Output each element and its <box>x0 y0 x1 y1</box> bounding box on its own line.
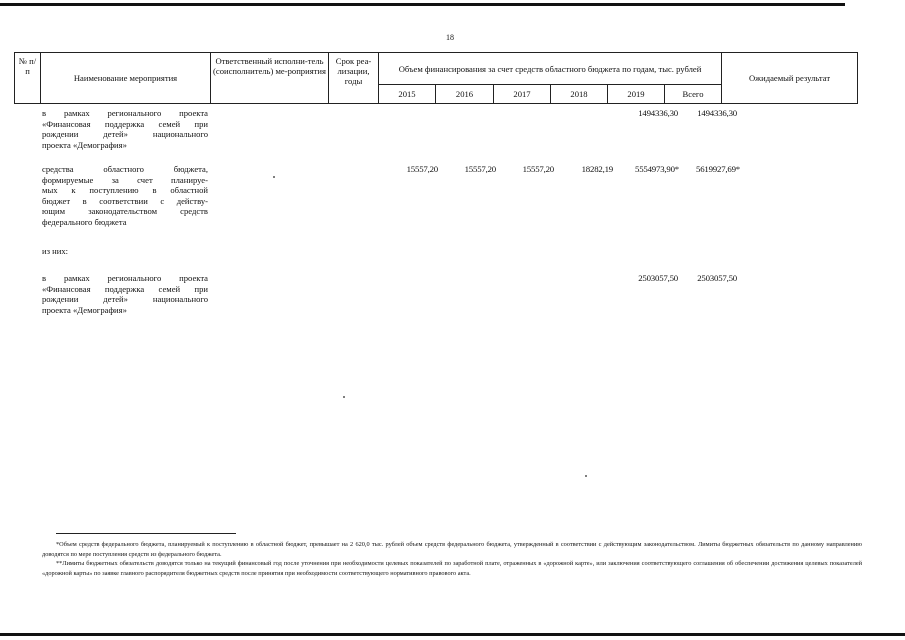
row1-value-2019: 1494336,30 <box>638 108 678 118</box>
row-text-line: проекта «Демография» <box>42 139 127 150</box>
header-year-2018: 2018 <box>551 85 608 104</box>
header-total: Всего <box>665 85 722 104</box>
footnote-separator <box>56 533 236 534</box>
header-year-2017: 2017 <box>494 85 551 104</box>
row4-value-total: 2503057,50 <box>697 273 737 283</box>
footnote-1: *Объем средств федерального бюджета, планируемый к поступлению в областной бюджет, превышает на 2 620,0 тыс. рублей объем средств федерального бюджета, утвержденный в соответствии с действующим законодательством. Лимиты бюджетных обязательств по данному направлению доводятся по мере поступления средств из федерального бюджета. <box>42 541 862 558</box>
row2-value-total: 5619927,69* <box>696 164 740 174</box>
page-number: 18 <box>446 33 454 42</box>
row2-value-2018: 18282,19 <box>581 164 613 174</box>
header-term: Срок реа-лизации, годы <box>329 53 379 104</box>
row-text-line: бюджет в соответствии с действу- <box>42 195 208 206</box>
header-funding: Объем финансирования за счет средств областного бюджета по годам, тыс. рублей <box>379 53 722 85</box>
scan-speck <box>585 475 587 477</box>
row4-value-2019: 2503057,50 <box>638 273 678 283</box>
footnote-2: **Лимиты бюджетных обязательств доводятся только на текущий финансовый год после уточнения при необходимости целевых показателей по заработной плате, отраженных в «дорожной карте», или заключения соответствующего соглашения об обеспечении достижения целевых показателей «дорожной карты» по заявке главного распорядителя бюджетных средств после принятия при необходимости соответствующего нормативного правового акта. <box>42 560 862 577</box>
row-text-line: рождении детей» национального <box>42 129 208 140</box>
scan-speck <box>273 176 275 178</box>
row-text-line: из них: <box>42 246 69 256</box>
header-responsible: Ответственный исполни-тель (соисполнитель) ме-роприятия <box>211 53 329 104</box>
row-regional-project-1 <box>42 108 208 150</box>
header-num: № п/п <box>15 53 41 104</box>
header-year-2019: 2019 <box>608 85 665 104</box>
header-year-2015: 2015 <box>379 85 436 104</box>
scan-speck <box>343 396 345 398</box>
row-text-line: в рамках регионального проекта <box>42 273 208 283</box>
row2-value-2017: 15557,20 <box>522 164 554 174</box>
bottom-border-line <box>0 633 905 636</box>
row-text-line: «Финансовая поддержка семей при <box>42 283 208 294</box>
row-regional-project-2 <box>42 273 208 315</box>
header-year-2016: 2016 <box>436 85 494 104</box>
row2-value-2019: 5554973,90* <box>635 164 679 174</box>
row-regional-budget-funds <box>42 164 208 228</box>
row-text-line: проекта «Демография» <box>42 304 127 315</box>
table-header <box>14 52 858 104</box>
top-border-line <box>0 3 845 6</box>
row-text-line: мых к поступлению в областной <box>42 185 208 196</box>
row-text-line: формируемые за счет планируе- <box>42 174 208 185</box>
header-result: Ожидаемый результат <box>722 53 858 104</box>
row-text-line: средства областного бюджета, <box>42 164 208 174</box>
row2-value-2016: 15557,20 <box>464 164 496 174</box>
header-name: Наименование мероприятия <box>41 53 211 104</box>
row-of-which <box>42 246 208 257</box>
row1-value-total: 1494336,30 <box>697 108 737 118</box>
row-text-line: «Финансовая поддержка семей при <box>42 118 208 129</box>
row-text-line: федерального бюджета <box>42 216 127 227</box>
row2-value-2015: 15557,20 <box>406 164 438 174</box>
row-text-line: в рамках регионального проекта <box>42 108 208 118</box>
row-text-line: рождении детей» национального <box>42 294 208 305</box>
footnotes <box>42 540 862 578</box>
row-text-line: ющим законодательством средств <box>42 206 208 217</box>
